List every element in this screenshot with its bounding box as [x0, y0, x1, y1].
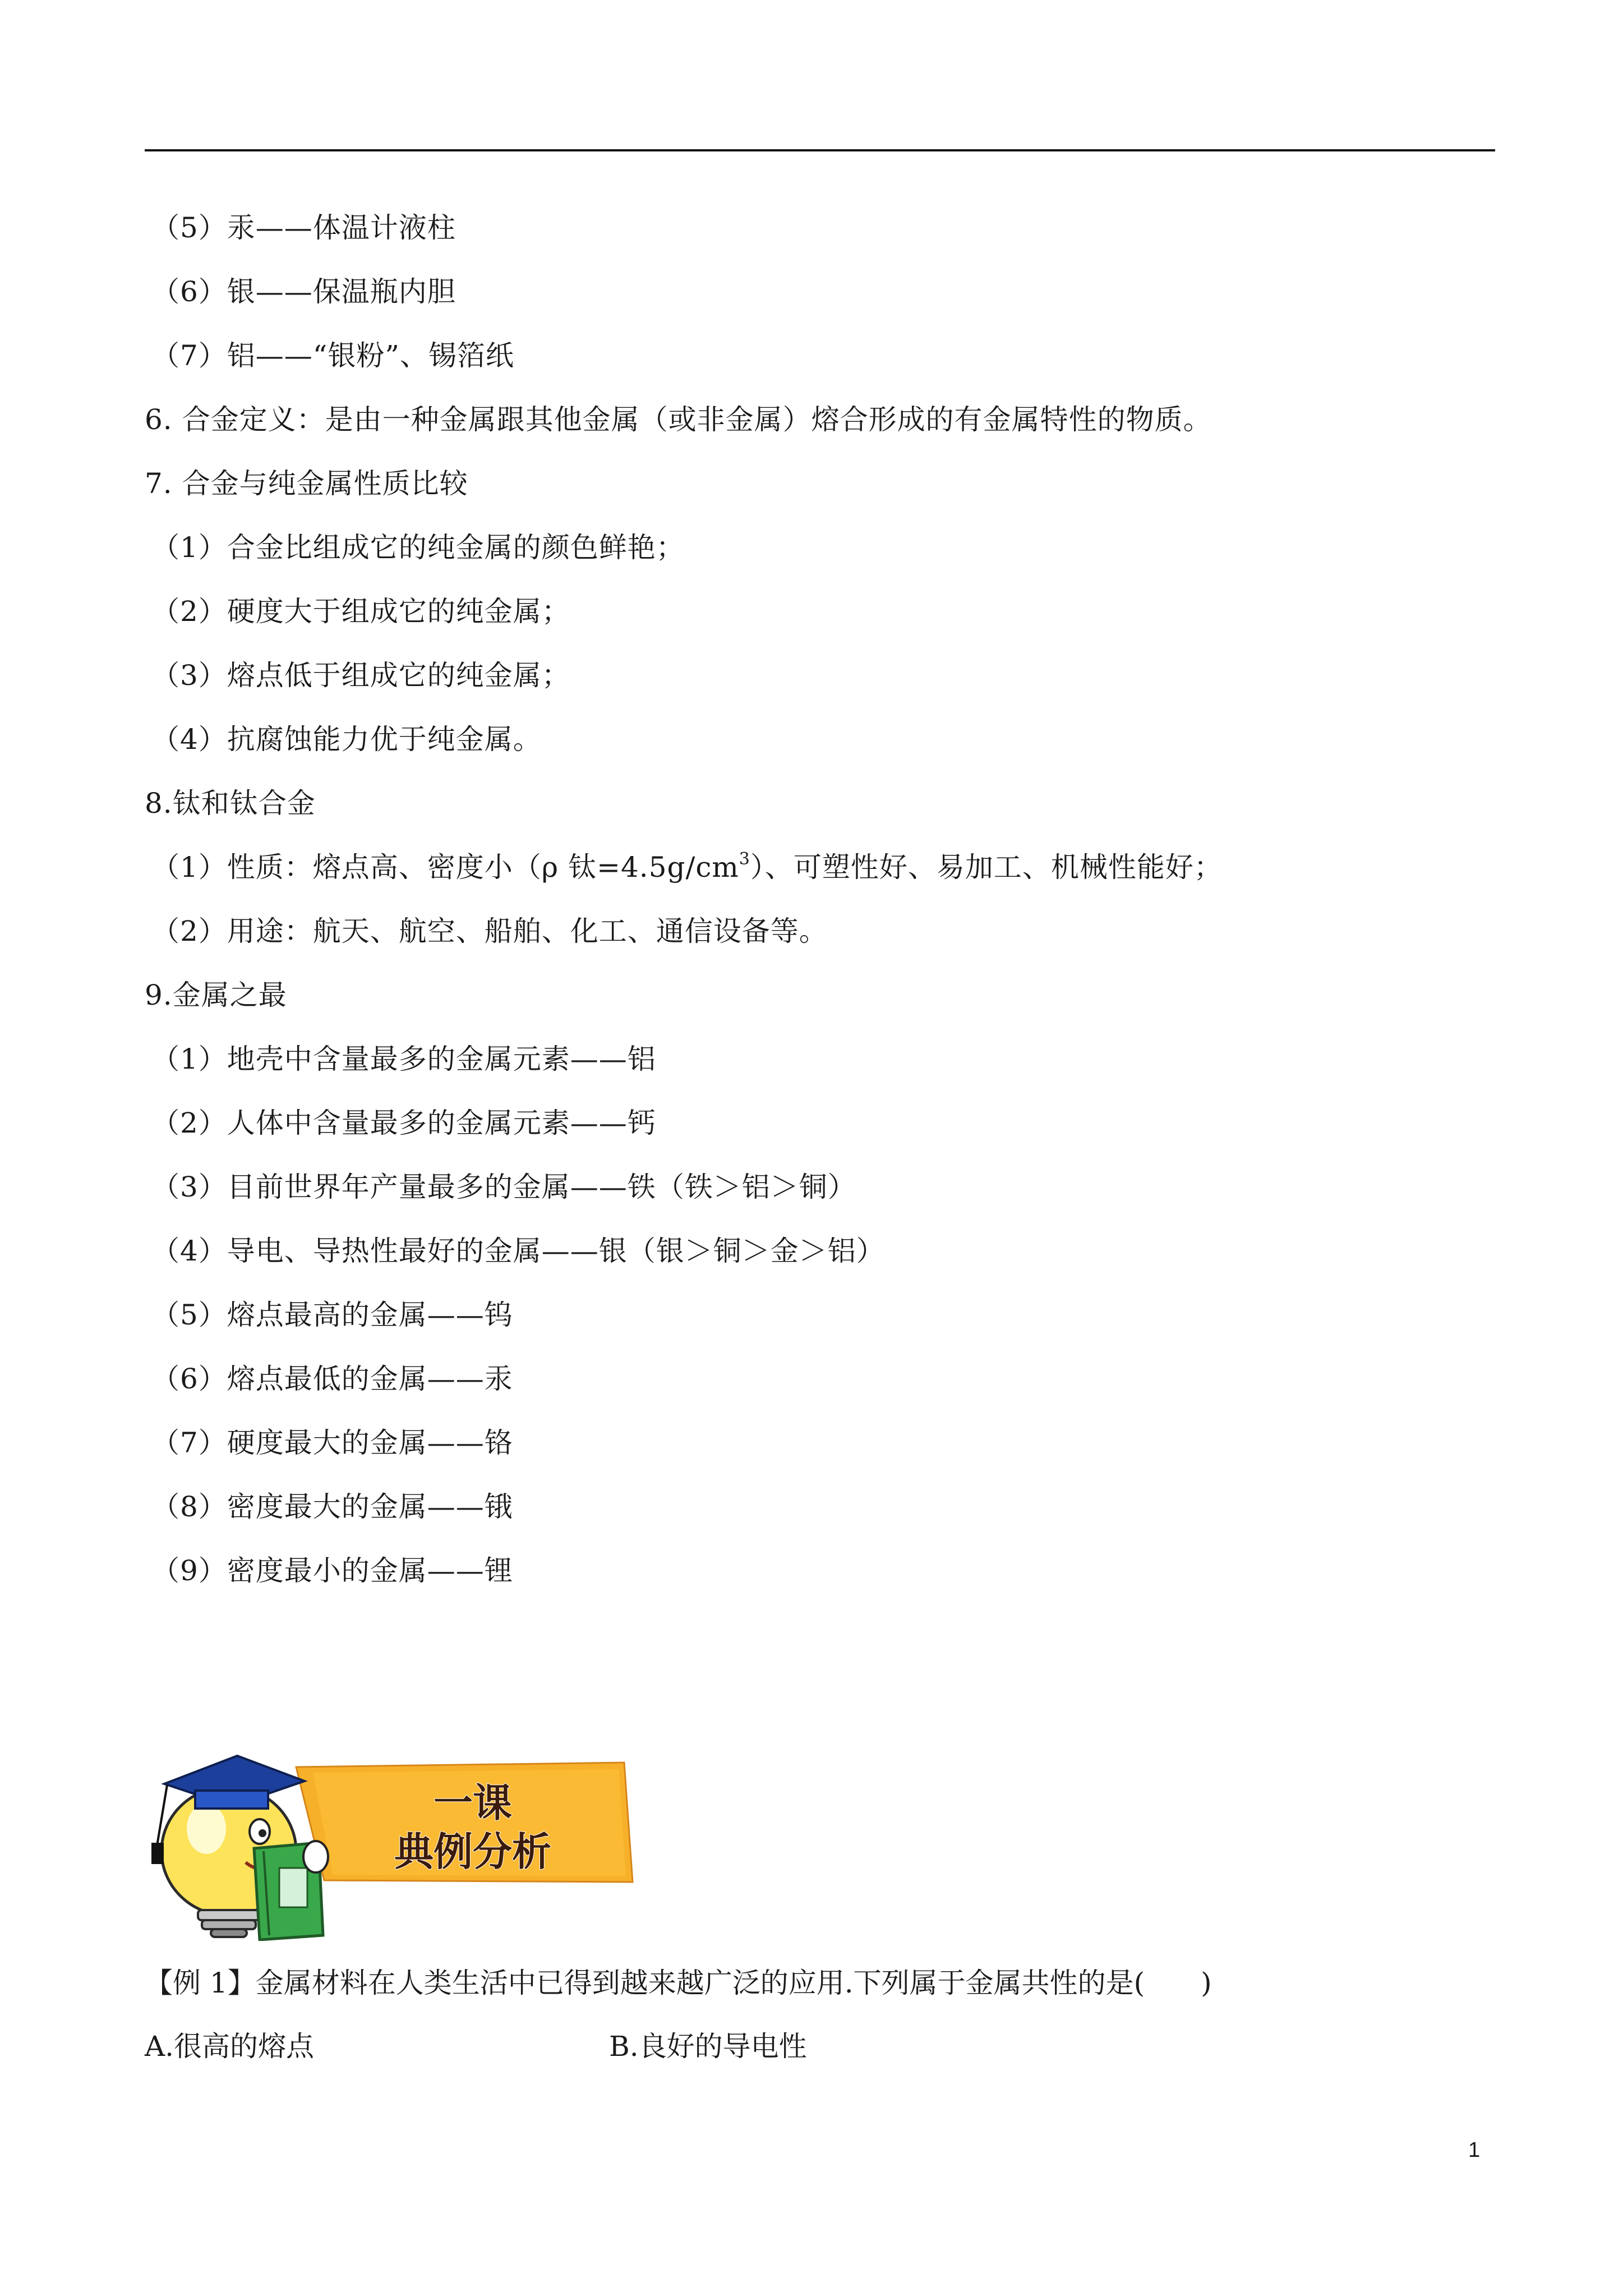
titanium-properties-text: （1）性质：熔点高、密度小（ρ 钛=4.5g/cm	[151, 851, 739, 884]
alloy-corrosion: （4）抗腐蚀能力优于纯金属。	[151, 723, 542, 756]
titanium-heading: 8.钛和钛合金	[145, 787, 316, 820]
option-b: B.良好的导电性	[609, 2030, 807, 2063]
record-hardest: （7）硬度最大的金属——铬	[151, 1427, 513, 1459]
mercury-use: （5）汞——体温计液柱	[151, 211, 456, 244]
record-lowest-melting: （6）熔点最低的金属——汞	[151, 1363, 513, 1395]
record-crust: （1）地壳中含量最多的金属元素——铝	[151, 1043, 656, 1075]
badge-line-2: 典例分析	[394, 1829, 551, 1875]
record-least-dense: （9）密度最小的金属——锂	[151, 1554, 513, 1587]
alloy-definition: 6. 合金定义：是由一种金属跟其他金属（或非金属）熔合形成的有金属特性的物质。	[145, 403, 1212, 436]
record-conductivity: （4）导电、导热性最好的金属——银（银＞铜＞金＞铝）	[151, 1235, 885, 1267]
alloy-hardness: （2）硬度大于组成它的纯金属；	[151, 595, 570, 628]
record-human-body: （2）人体中含量最多的金属元素——钙	[151, 1107, 656, 1139]
header-rule	[145, 149, 1495, 151]
metal-records-heading: 9.金属之最	[145, 979, 287, 1011]
titanium-properties	[151, 845, 1223, 890]
alloy-comparison-heading: 7. 合金与纯金属性质比较	[145, 467, 468, 500]
section-badge	[145, 1750, 638, 1941]
record-highest-melting: （5）熔点最高的金属——钨	[151, 1299, 513, 1331]
record-production: （3）目前世界年产量最多的金属——铁（铁＞铝＞铜）	[151, 1171, 856, 1203]
example-1-options	[145, 2024, 807, 2069]
aluminum-use: （7）铝——“银粉”、锡箔纸	[151, 339, 514, 372]
alloy-color: （1）合金比组成它的纯金属的颜色鲜艳；	[151, 531, 685, 564]
record-densest: （8）密度最大的金属——锇	[151, 1490, 513, 1523]
example-1-question: 【例 1】金属材料在人类生活中已得到越来越广泛的应用.下列属于金属共性的是( )	[145, 1967, 1212, 1999]
badge-line-1: 一课	[434, 1780, 512, 1826]
page-number: 1	[1468, 2138, 1481, 2162]
option-a: A.很高的熔点	[145, 2030, 315, 2063]
silver-use: （6）银——保温瓶内胆	[151, 275, 456, 308]
titanium-uses: （2）用途：航天、航空、船舶、化工、通信设备等。	[151, 915, 828, 947]
titanium-properties-tail: ）、可塑性好、易加工、机械性能好；	[750, 851, 1223, 884]
titanium-superscript: 3	[739, 849, 750, 869]
alloy-melting-point: （3）熔点低于组成它的纯金属；	[151, 659, 570, 692]
